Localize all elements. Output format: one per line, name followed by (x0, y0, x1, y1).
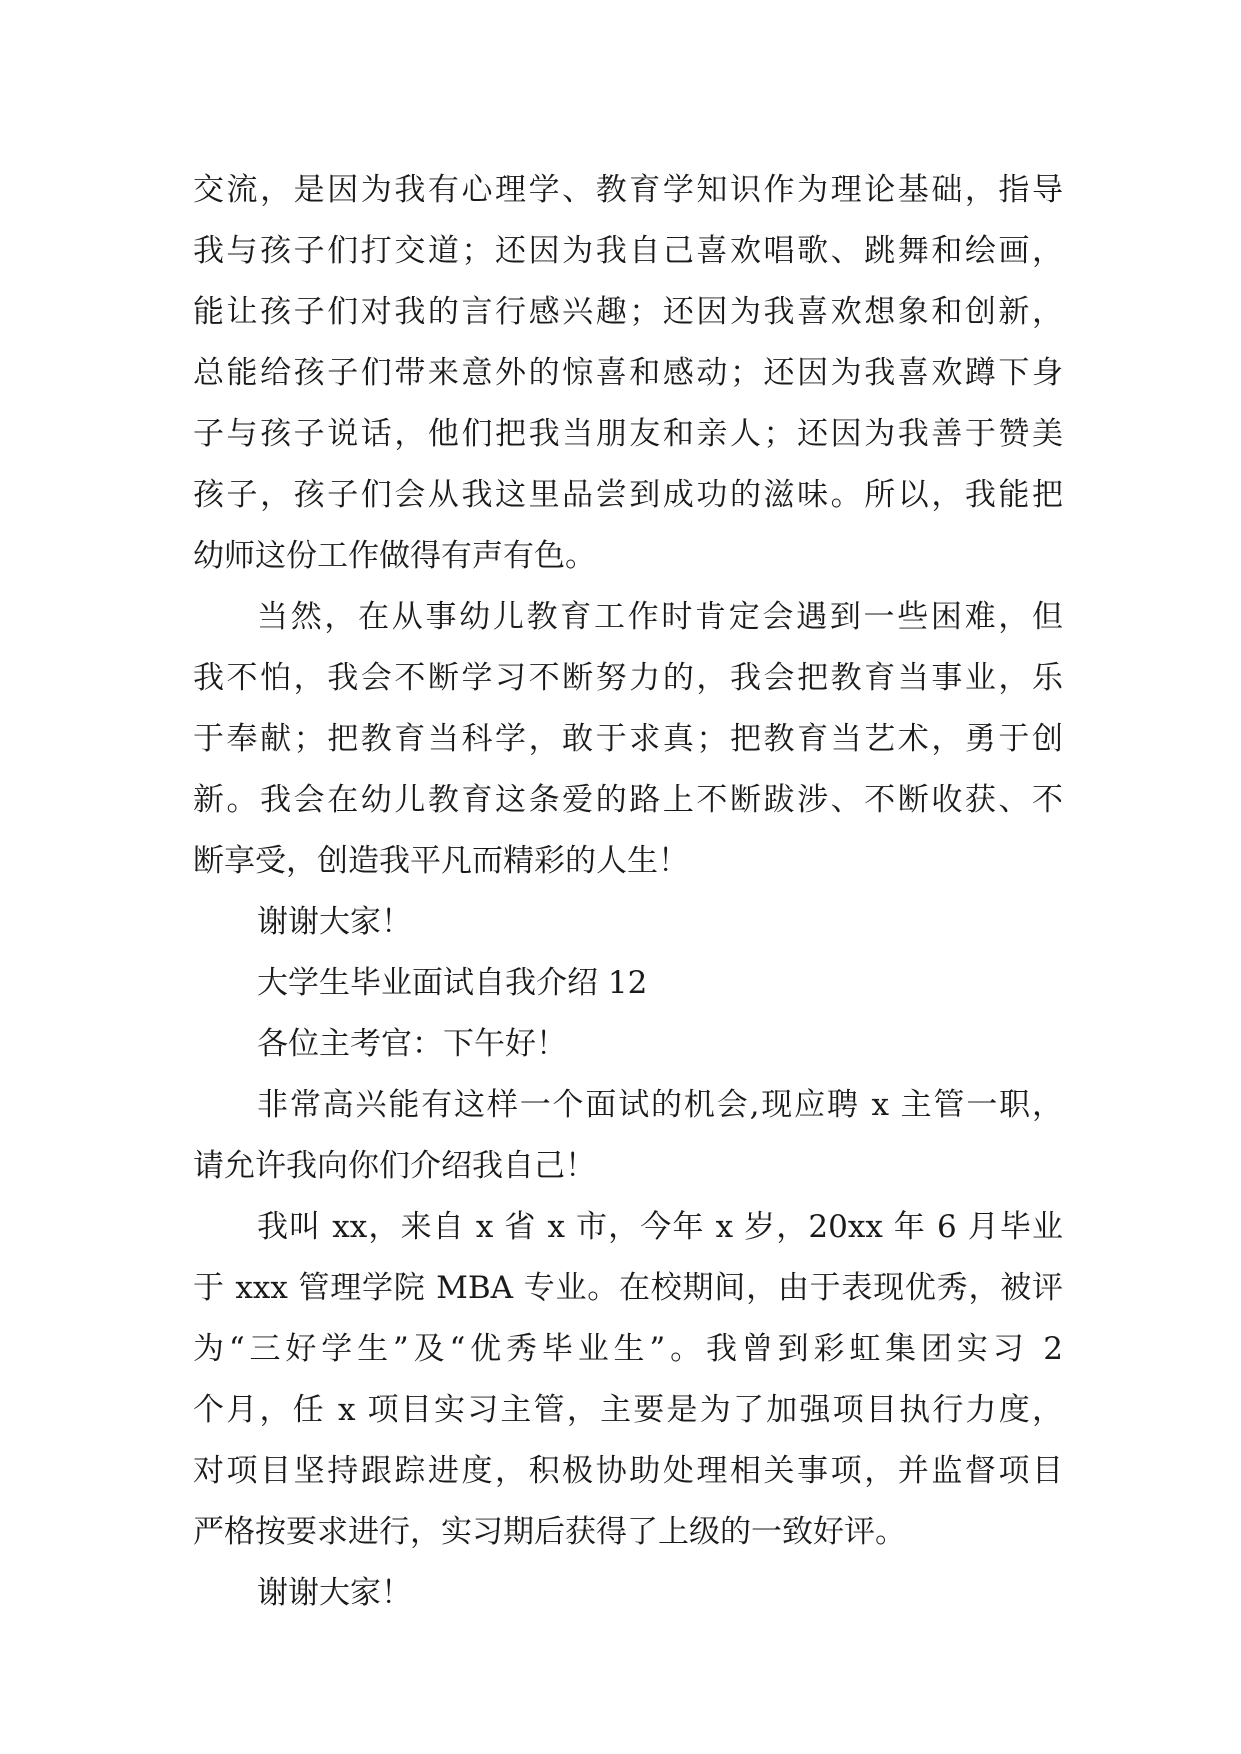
body-line: 当然，在从事幼儿教育工作时肯定会遇到一些困难，但 (257, 599, 1063, 635)
body-line: 为“三好学生”及“优秀毕业生”。我曾到彩虹集团实习 2 (193, 1331, 1063, 1367)
body-line: 于奉献；把教育当科学，敢于求真；把教育当艺术，勇于创 (193, 721, 1063, 757)
body-line: 幼师这份工作做得有声有色。 (193, 538, 596, 574)
section-heading: 大学生毕业面试自我介绍 12 (257, 965, 648, 1001)
body-line: 交流，是因为我有心理学、教育学知识作为理论基础，指导 (193, 172, 1063, 208)
body-line: 子与孩子说话，他们把我当朋友和亲人；还因为我善于赞美 (193, 416, 1063, 452)
body-line: 断享受，创造我平凡而精彩的人生！ (193, 843, 689, 879)
body-line: 我不怕，我会不断学习不断努力的，我会把教育当事业，乐 (193, 660, 1063, 696)
body-line: 个月，任 x 项目实习主管，主要是为了加强项目执行力度， (193, 1392, 1063, 1428)
body-line: 请允许我向你们介绍我自己！ (193, 1148, 596, 1184)
body-line: 我与孩子们打交道；还因为我自己喜欢唱歌、跳舞和绘画， (193, 233, 1063, 269)
closing-thanks: 谢谢大家！ (257, 1575, 412, 1611)
closing-thanks: 谢谢大家！ (257, 904, 412, 940)
body-line: 能让孩子们对我的言行感兴趣；还因为我喜欢想象和创新， (193, 294, 1063, 330)
body-line: 对项目坚持跟踪进度，积极协助处理相关事项，并监督项目 (193, 1453, 1063, 1489)
body-line: 孩子，孩子们会从我这里品尝到成功的滋味。所以，我能把 (193, 477, 1063, 513)
document-body (193, 160, 1063, 1624)
greeting-line: 各位主考官：下午好！ (257, 1026, 567, 1062)
body-line: 严格按要求进行，实习期后获得了上级的一致好评。 (193, 1514, 906, 1550)
body-line: 总能给孩子们带来意外的惊喜和感动；还因为我喜欢蹲下身 (193, 355, 1063, 391)
body-line: 于 xxx 管理学院 MBA 专业。在校期间，由于表现优秀，被评 (193, 1270, 1063, 1306)
body-line: 新。我会在幼儿教育这条爱的路上不断跋涉、不断收获、不 (193, 782, 1063, 818)
body-line: 非常高兴能有这样一个面试的机会,现应聘 x 主管一职， (257, 1087, 1063, 1123)
body-line: 我叫 xx，来自 x 省 x 市，今年 x 岁，20xx 年 6 月毕业 (257, 1209, 1063, 1245)
